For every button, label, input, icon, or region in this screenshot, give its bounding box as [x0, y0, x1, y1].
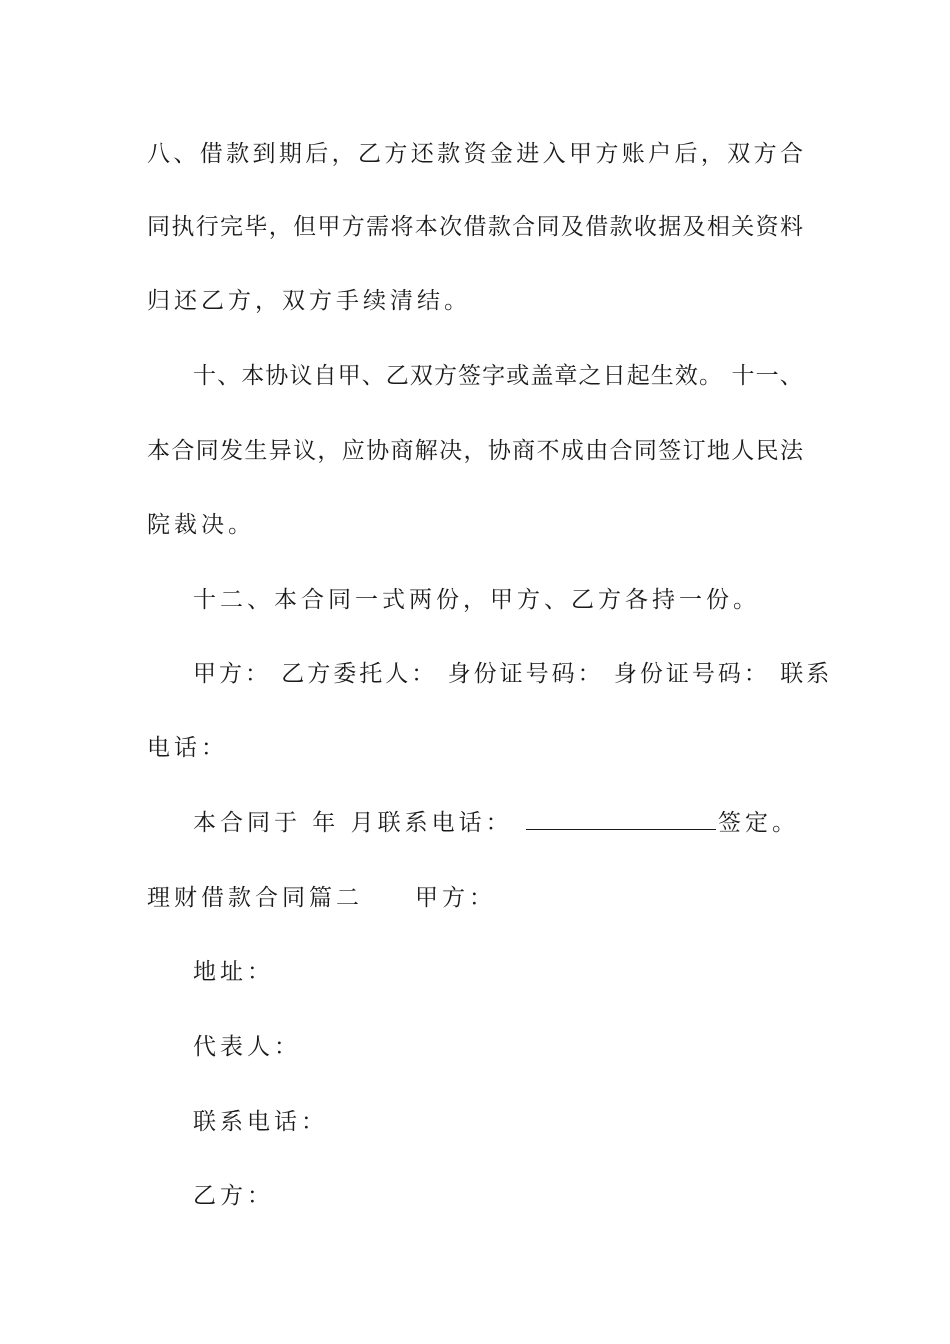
char: 合: [609, 438, 633, 464]
line-4: [193, 359, 803, 393]
char: 本: [414, 214, 438, 240]
line-3: 归还乙方，双方手续清结。: [147, 288, 471, 314]
phone-label: 联系电话：: [193, 1109, 328, 1135]
char: 、: [779, 363, 803, 389]
char: 甲: [337, 363, 361, 389]
line-8: 甲方： 乙方委托人： 身份证号码： 身份证号码： 联系: [193, 661, 833, 687]
char: 行: [195, 214, 219, 240]
char: 据: [658, 214, 682, 240]
char: 法: [779, 438, 803, 464]
char: 商: [512, 438, 536, 464]
char: 相: [706, 214, 730, 240]
char: 由: [585, 438, 609, 464]
party-a-label: 甲方：: [415, 885, 496, 911]
char: 同: [633, 438, 657, 464]
char: 地: [706, 438, 730, 464]
line-10: [193, 806, 799, 840]
char: 生: [650, 363, 674, 389]
char: 及: [682, 214, 706, 240]
line-10-text: 本合同于 年 月联系电话：: [193, 810, 524, 836]
char: 账: [621, 141, 645, 167]
char: 借: [463, 214, 487, 240]
char: 或: [506, 363, 530, 389]
char: 方: [753, 141, 777, 167]
char: 、: [217, 363, 241, 389]
char: ，: [268, 214, 292, 240]
char: 合: [512, 214, 536, 240]
section-title: 理财借款合同篇二: [147, 885, 363, 911]
char: 协: [265, 363, 289, 389]
char: 收: [633, 214, 657, 240]
char: 起: [626, 363, 650, 389]
char: 发: [220, 438, 244, 464]
char: 资: [463, 141, 487, 167]
char: ，: [463, 438, 487, 464]
char: 解: [414, 438, 438, 464]
underline-blank: [526, 809, 716, 830]
char: 毕: [244, 214, 268, 240]
char: 将: [390, 214, 414, 240]
char: 借: [585, 214, 609, 240]
char: 执: [171, 214, 195, 240]
char: 十: [193, 363, 216, 389]
char: 金: [489, 141, 513, 167]
char: 成: [560, 438, 584, 464]
char: 协: [487, 438, 511, 464]
party-b-label: 乙方：: [193, 1183, 274, 1209]
char: 乙: [358, 141, 381, 167]
char: 之: [578, 363, 602, 389]
char: 同: [195, 438, 219, 464]
char: 议: [293, 438, 317, 464]
line-6: 院裁决。: [147, 512, 255, 538]
char: 到: [252, 141, 276, 167]
char: 户: [648, 141, 672, 167]
char: 入: [542, 141, 566, 167]
line-5: [147, 434, 803, 468]
char: 双: [727, 141, 751, 167]
char: ，: [317, 438, 341, 464]
char: 款: [609, 214, 633, 240]
char: 料: [779, 214, 803, 240]
char: 签: [458, 363, 482, 389]
line-9: 电话：: [147, 735, 228, 761]
char: 后: [305, 141, 329, 167]
char: 合: [171, 438, 195, 464]
char: 、: [173, 141, 197, 167]
char: 需: [366, 214, 390, 240]
char: 日: [602, 363, 626, 389]
char: 次: [439, 214, 463, 240]
char: 字: [482, 363, 506, 389]
char: 及: [560, 214, 584, 240]
char: 议: [289, 363, 313, 389]
char: 十: [731, 363, 755, 389]
char: 本: [147, 438, 170, 464]
line-10-end: 签定。: [717, 810, 799, 836]
char: ，: [331, 141, 355, 167]
char: ，: [700, 141, 724, 167]
char: 人: [731, 438, 755, 464]
char: 本: [241, 363, 265, 389]
char: 方: [341, 214, 365, 240]
line-1: [147, 137, 803, 171]
char: 异: [268, 438, 292, 464]
char: 方: [433, 363, 457, 389]
char: 借: [199, 141, 223, 167]
char: 资: [755, 214, 779, 240]
char: 后: [674, 141, 698, 167]
address-label: 地址：: [193, 959, 274, 985]
char: 协: [366, 438, 390, 464]
char: 不: [536, 438, 560, 464]
char: 双: [409, 363, 433, 389]
char: 同: [147, 214, 170, 240]
char: 款: [487, 214, 511, 240]
char: 乙: [385, 363, 409, 389]
char: 合: [780, 141, 803, 167]
char: 八: [147, 141, 170, 167]
char: 签: [658, 438, 682, 464]
line-7: 十二、本合同一式两份，甲方、乙方各持一份。: [193, 587, 760, 613]
char: 还: [410, 141, 434, 167]
char: 方: [384, 141, 408, 167]
line-2: [147, 210, 803, 244]
char: 完: [220, 214, 244, 240]
char: 款: [437, 141, 461, 167]
char: 同: [536, 214, 560, 240]
char: 应: [341, 438, 365, 464]
char: 订: [682, 438, 706, 464]
representative-label: 代表人：: [193, 1034, 301, 1060]
char: 一: [755, 363, 779, 389]
char: 、: [361, 363, 385, 389]
char: 款: [226, 141, 250, 167]
char: [723, 359, 730, 393]
char: 甲: [317, 214, 341, 240]
char: 章: [554, 363, 578, 389]
char: 进: [516, 141, 540, 167]
char: 甲: [569, 141, 592, 167]
char: 。: [698, 363, 722, 389]
char: 期: [278, 141, 302, 167]
section-heading: [147, 881, 496, 915]
char: 盖: [530, 363, 554, 389]
char: 方: [595, 141, 619, 167]
char: 生: [244, 438, 268, 464]
char: 民: [755, 438, 779, 464]
char: 但: [293, 214, 317, 240]
char: 自: [313, 363, 337, 389]
char: 商: [390, 438, 414, 464]
char: 效: [674, 363, 698, 389]
char: 关: [731, 214, 755, 240]
char: 决: [439, 438, 463, 464]
